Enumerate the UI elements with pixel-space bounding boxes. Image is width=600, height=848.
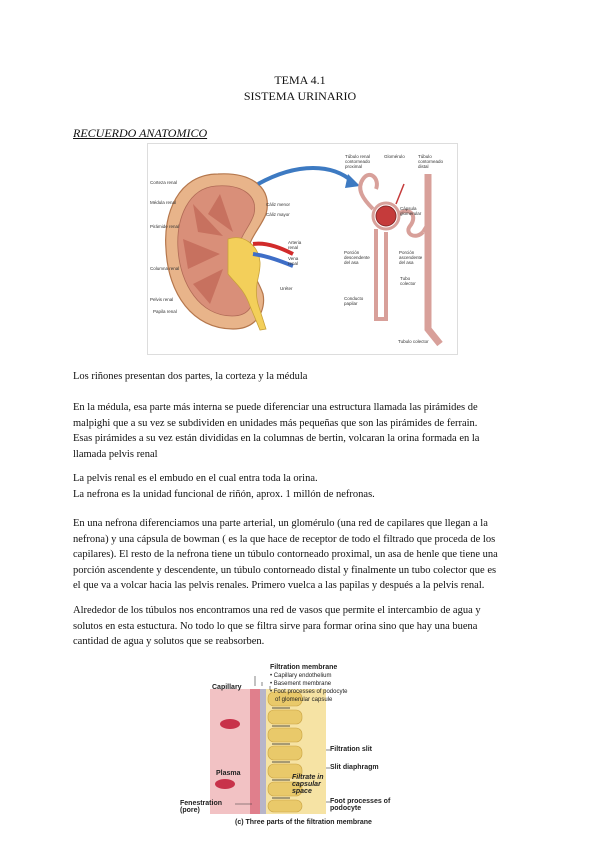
paragraph-5 <box>73 603 528 650</box>
label-vena: Vena renal <box>288 256 299 266</box>
label-piramide: Pirámide renal <box>150 224 180 229</box>
label-tubulo-dist: Túbulo contorneado distal <box>418 154 444 169</box>
label-fenestration: Fenestration (pore) <box>180 800 223 814</box>
label-columna: Columna renal <box>150 266 180 271</box>
paragraph-line: En la médula, esa parte más interna se puede diferenciar una estructura llamada las pirámides de <box>73 402 478 413</box>
paragraph-line: solutos en esta estuctura. No todo lo que se filtra sirve para formar orina sino que hay una buena <box>73 620 478 632</box>
label-caliz-mayor: Cáliz mayor <box>266 212 290 217</box>
paragraph-2 <box>73 400 528 462</box>
paragraph-line: capilares). El resto de la nefrona tiene un túbulo contorneado proximal, un asa de henle que tiene una <box>73 549 498 560</box>
paragraph-line: el que va a volcar hacia las pelvis renales. Primero vuelca a las papilas y después a la pelvis renal. <box>73 580 485 591</box>
paragraph-line: La nefrona es la unidad funcional de riñón, aprox. 1 millón de nefronas. <box>73 488 375 500</box>
paragraph-line: nefrona) y una cápsula de bowman ( es la que hace de receptor de todo el filtrado que proceda de los <box>73 533 496 545</box>
label-papila: Papila renal <box>153 309 177 314</box>
label-conducto: Conducto papilar <box>344 296 364 306</box>
paragraph-3 <box>73 471 528 502</box>
kidney-figure <box>147 143 458 355</box>
document-subtitle: SISTEMA URINARIO <box>243 89 357 103</box>
label-foot-processes: Foot processes of podocyte <box>330 798 391 812</box>
figure-caption: Tubulo colector <box>398 339 429 344</box>
filtration-item: of glomerular capsule <box>275 697 333 703</box>
label-ureter: Uréter <box>280 286 293 291</box>
paragraph-line: malpighi que a su vez se subdividen en unidades más pequeñas que son las pirámides de ferrain. <box>73 417 478 429</box>
label-capsula: Cápsula glomerular <box>400 206 422 216</box>
paragraph-line: porción ascendente y descendente, un túbulo contorneado distal y finalmente un tubo colector que es <box>73 564 497 576</box>
paragraph-4 <box>73 516 528 594</box>
label-plasma: Plasma <box>216 770 241 777</box>
label-arteria: Arteria renal <box>288 240 302 250</box>
paragraph-line: Alrededor de los túbulos nos encontramos una red de vasos que permite el intercambio de agua y <box>73 605 481 616</box>
label-colector: Tubo colector <box>400 276 416 286</box>
label-corteza: Corteza renal <box>150 180 178 185</box>
label-asa-desc: Porción descendente del asa <box>344 250 370 265</box>
filtration-item: • Basement membrane <box>270 681 332 687</box>
filtration-caption: (c) Three parts of the filtration membrane <box>235 819 372 826</box>
paragraph-line: En una nefrona diferenciamos una parte arterial, un glomérulo (una red de capilares que llegan a la <box>73 518 488 529</box>
paragraph-line: Los riñones presentan dos partes, la corteza y la médula <box>73 371 308 382</box>
label-caliz-menor: Cáliz menor <box>266 202 291 207</box>
paragraph-line: llamada pelvis renal <box>73 448 158 460</box>
filtration-item: • Capillary endothelium <box>270 673 332 679</box>
label-medula: Médula renal <box>150 200 177 205</box>
label-capillary: Capillary <box>212 684 242 691</box>
label-slit-diaphragm: Slit diaphragm <box>330 764 379 771</box>
label-pelvis: Pelvis renal <box>150 297 174 302</box>
paragraph-line: La pelvis renal es el embudo en el cual entra toda la orina. <box>73 473 318 484</box>
label-glomerulo: Glomérulo <box>384 154 405 159</box>
label-filtration-slit: Filtration slit <box>330 746 372 753</box>
paragraph-line: cantidad de agua y solutos que se reabsorben. <box>73 636 265 647</box>
paragraph-1 <box>73 369 528 385</box>
section-heading: RECUERDO ANATOMICO <box>73 126 208 140</box>
label-tubulo-prox: Túbulo renal contorneado proximal <box>345 154 371 169</box>
label-filtrate: Filtrate in capsular space <box>292 774 324 795</box>
filtration-title: Filtration membrane <box>270 664 338 671</box>
label-asa-asc: Porción ascendente del asa <box>399 250 423 265</box>
paragraph-line: Esas pirámides a su vez están divididas en la columnas de bertin, volcaran la orina formada en la <box>73 433 480 444</box>
document-title: TEMA 4.1 <box>274 73 326 87</box>
filtration-item: • Foot processes of podocyte <box>270 689 348 695</box>
filtration-figure <box>180 664 410 830</box>
